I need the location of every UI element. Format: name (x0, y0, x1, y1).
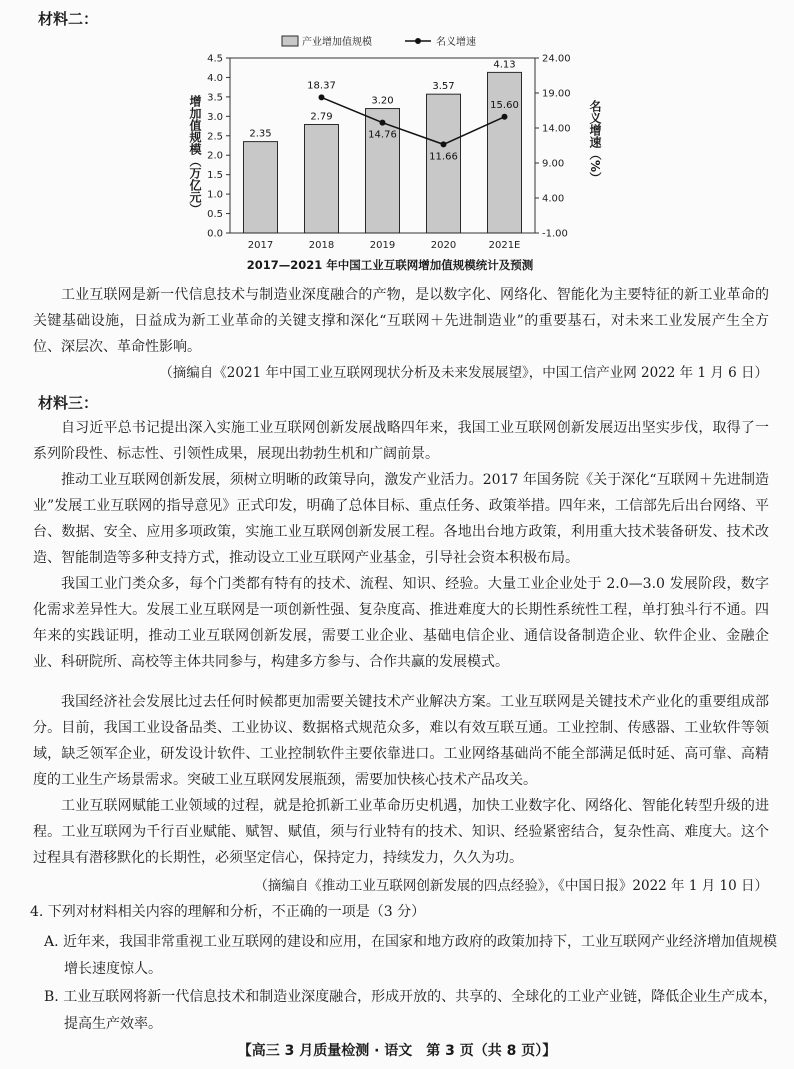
line-point (441, 141, 447, 147)
x-tick-label: 2019 (369, 240, 396, 251)
chart-title: 2017—2021 年中国工业互联网增加值规模统计及预测 (246, 258, 534, 272)
legend-line-marker (415, 38, 421, 44)
line-value-label: 15.60 (490, 99, 519, 111)
y2-tick-label: 9.00 (542, 158, 565, 170)
option-a: A. 近年来，我国非常重视工业互联网的建设和应用，在国家和地方政府的政策加持下，工业互联网产业经济增加值规模增长速度惊人。 (44, 934, 778, 977)
material3-paragraph-1: 自习近平总书记提出深入实施工业互联网创新发展战略四年来，我国工业互联网创新发展迈出坚实步伐，取得了一系列阶段性、标志性、引领性成果，展现出勃勃生机和广阔前景。 (33, 420, 769, 462)
material3-title: 材料三： (38, 394, 99, 412)
legend-bar-swatch (282, 36, 298, 46)
material3-source: （摘编自《推动工业互联网创新发展的四点经验》，《中国日报》2022 年 1 月 10 日） (254, 878, 768, 894)
x-tick-label: 2021E (488, 240, 521, 251)
line-point (380, 120, 386, 126)
legend-bar-label: 产业增加值规模 (302, 37, 372, 48)
y-axis-label: 增加值规模（万亿元） (188, 95, 202, 215)
y2-tick-label: 14.00 (542, 123, 571, 135)
bar (305, 125, 339, 234)
y-tick-label: 1.5 (207, 170, 223, 182)
material3-paragraph-4: 我国经济社会发展比过去任何时候都更加需要关键技术产业解决方案。工业互联网是关键技术产业化的重要组成部分。目前，我国工业设备品类、工业协议、数据格式规范众多，难以有效互联互通。工业控制、传感器、工业软件等领域，缺乏领军企业，研发设计软件、工业控制软件主要依靠进口。工业网络基础尚不能全部满足低时延、高可靠、高精度的工业生产场景需求。突破工业互联网发展瓶颈，需要加快核心技术产品攻关。 (33, 694, 769, 788)
growth-rate-line (322, 97, 505, 144)
page-footer: 【高三 3 月质量检测 · 语文 第 3 页（共 8 页）】 (237, 1043, 557, 1059)
y-tick-label: 1.0 (207, 189, 223, 201)
line-value-label: 18.37 (307, 80, 336, 92)
y-tick-label: 0.0 (207, 228, 223, 240)
bar-line-chart (180, 30, 600, 275)
y-tick-label: 4.0 (207, 72, 223, 84)
bar (244, 142, 278, 233)
y-tick-label: 3.5 (207, 92, 223, 104)
y2-tick-label: 4.00 (542, 193, 565, 205)
material3-paragraph-5: 工业互联网赋能工业领域的过程，就是抢抓新工业革命历史机遇，加快工业数字化、网络化、智能化转型升级的进程。工业互联网为千行百业赋能、赋智、赋值，须与行业特有的技术、知识、经验紧密结合，复杂性高、难度大。这个过程具有潜移默化的长期性，必须坚定信心，保持定力，持续发力，久久为功。 (33, 798, 769, 866)
line-point (502, 114, 508, 120)
line-value-label: 11.66 (429, 151, 458, 163)
bar (427, 94, 461, 233)
material2-paragraph: 工业互联网是新一代信息技术与制造业深度融合的产物，是以数字化、网络化、智能化为主要特征的新工业革命的关键基础设施，日益成为新工业革命的关键支撑和深化“互联网＋先进制造业”的重要基石，对未来工业发展产生全方位、深层次、革命性影响。 (33, 287, 769, 355)
y-tick-label: 0.5 (207, 209, 223, 221)
chart-canvas (180, 30, 600, 275)
x-tick-label: 2020 (430, 240, 457, 251)
material3-paragraph-2: 推动工业互联网创新发展，须树立明晰的政策导向，激发产业活力。2017 年国务院《关于深化“互联网＋先进制造业”发展工业互联网的指导意见》正式印发，明确了总体目标、重点任务、政策举措。四年来，工信部先后出台网络、平台、数据、安全、应用多项政策，实施工业互联网创新发展工程。各地出台地方政策，利用重大技术装备研发、技术改造、智能制造等多种支持方式，推动设立工业互联网产业基金，引导社会资本积极布局。 (33, 472, 769, 566)
y-tick-label: 3.0 (207, 111, 223, 123)
legend-line-label: 名义增速 (436, 37, 476, 48)
y-tick-label: 4.5 (207, 53, 223, 65)
bar-value-label: 3.20 (371, 95, 394, 107)
y2-tick-label: 19.00 (542, 88, 571, 100)
y-tick-label: 2.0 (207, 150, 223, 162)
material2-source: （摘编自《2021 年中国工业互联网现状分析及未来发展展望》，中国工信产业网 2022 年 1 月 6 日） (159, 365, 768, 381)
bar (488, 72, 522, 233)
y2-tick-label: 24.00 (542, 53, 571, 65)
material3-paragraph-3: 我国工业门类众多，每个门类都有特有的技术、流程、知识、经验。大量工业企业处于 2.0—3.0 发展阶段，数字化需求差异性大。发展工业互联网是一项创新性强、复杂度高、推进难度大的长期性系统性工程，单打独斗行不通。四年来的实践证明，推动工业互联网创新发展，需要工业企业、基础电信企业、通信设备制造企业、软件企业、金融企业、科研院所、高校等主体共同参与，构建多方参与、合作共赢的发展模式。 (33, 576, 769, 670)
bar-value-label: 2.35 (249, 128, 272, 140)
question-stem: 4. 下列对材料相关内容的理解和分析，不正确的一项是（3 分） (30, 904, 426, 920)
bar-value-label: 4.13 (493, 59, 516, 71)
line-value-label: 14.76 (368, 129, 397, 141)
x-tick-label: 2018 (308, 240, 335, 251)
bar-value-label: 2.79 (310, 111, 333, 123)
y-tick-label: 2.5 (207, 131, 223, 143)
bar-value-label: 3.57 (432, 81, 455, 93)
option-b: B. 工业互联网将新一代信息技术和制造业深度融合，形成开放的、共享的、全球化的工业产业链，降低企业生产成本，提高生产效率。 (44, 989, 778, 1032)
x-tick-label: 2017 (247, 240, 274, 251)
y2-tick-label: -1.00 (542, 228, 568, 240)
y2-axis-label: 名义增速（%） (588, 100, 602, 185)
material2-title: 材料二： (38, 10, 99, 28)
line-point (319, 94, 325, 100)
